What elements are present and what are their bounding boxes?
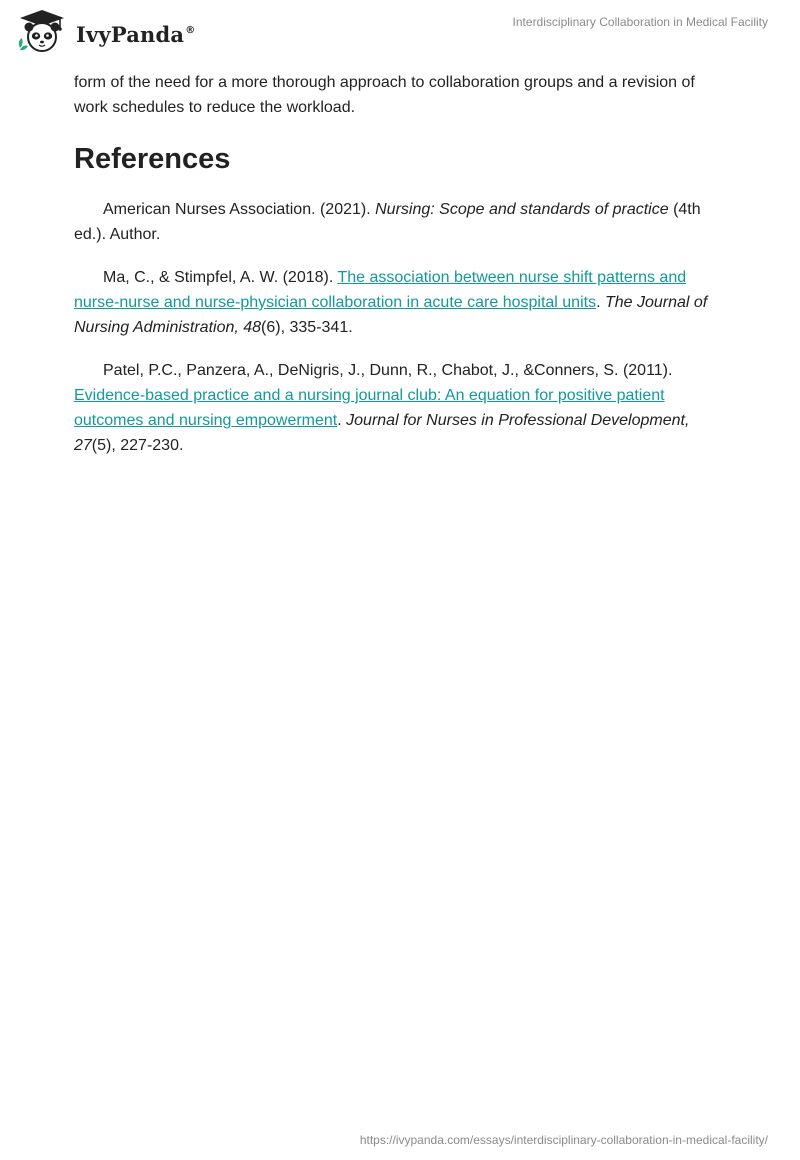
reference-separator: . <box>596 294 605 311</box>
document-title: Interdisciplinary Collaboration in Medical Facility <box>512 15 768 29</box>
reference-tail: (6), 335-341. <box>261 319 353 336</box>
paragraph-continuation: form of the need for a more thorough approach to collaboration groups and a revision of work schedules to reduce the workload. <box>74 74 695 116</box>
reference-link[interactable]: The association between nurse shift patterns and nurse-nurse and nurse-physician collaboration in acute care hospital units <box>74 269 687 311</box>
reference-separator: . <box>337 412 347 429</box>
reference-author-year: American Nurses Association. (2021). <box>103 201 376 218</box>
references-list <box>74 197 726 458</box>
reference-journal: Journal for Nurses in Professional Development, 27 <box>74 412 690 454</box>
document-body <box>74 70 726 458</box>
reference-author-year: Patel, P.C., Panzera, A., DeNigris, J., Dunn, R., Chabot, J., &Conners, S. (2011). <box>103 362 673 379</box>
panda-logo-icon <box>14 8 70 56</box>
references-heading: References <box>74 143 231 175</box>
footer-url: https://ivypanda.com/essays/interdisciplinary-collaboration-in-medical-facility/ <box>359 1133 768 1147</box>
logo-wordmark: IvyPanda® <box>76 21 196 47</box>
reference-link[interactable]: Evidence-based practice and a nursing journal club: An equation for positive patient outcomes and nursing empowerment <box>74 387 665 429</box>
reference-item <box>74 358 726 458</box>
reference-tail: (4th ed.). Author. <box>74 201 701 243</box>
reference-tail: (5), 227-230. <box>91 437 184 454</box>
reference-item <box>74 265 726 340</box>
reference-author-year: Ma, C., & Stimpfel, A. W. (2018). <box>103 269 338 286</box>
reference-journal: The Journal of Nursing Administration, 48 <box>74 294 708 336</box>
ivypanda-logo[interactable] <box>14 8 204 56</box>
reference-title: Nursing: Scope and standards of practice <box>375 201 669 218</box>
page-header <box>0 0 800 66</box>
reference-item <box>74 197 726 247</box>
